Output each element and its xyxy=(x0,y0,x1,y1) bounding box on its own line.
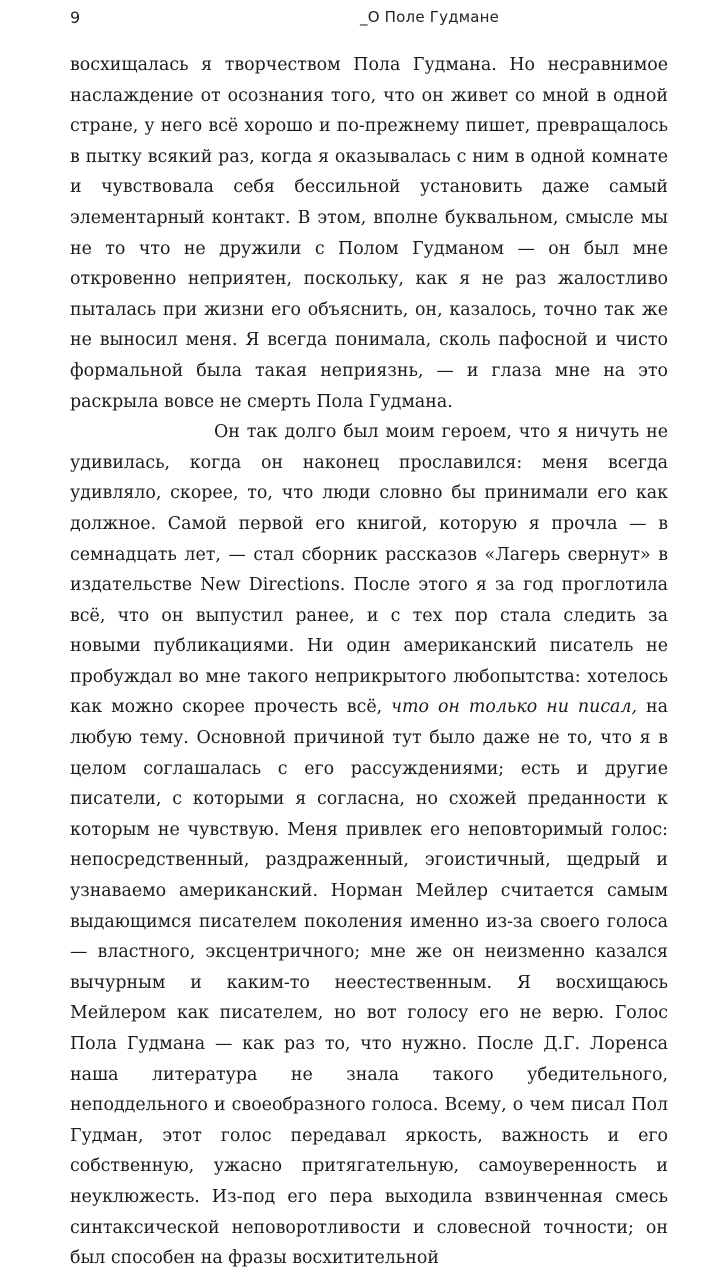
paragraph-2 xyxy=(70,417,668,1274)
paragraph-1: восхищалась я творчеством Пола Гудмана. Но несравнимое наслаждение от осознания того, что он живет со мной в одной стране, у него всё хорошо и по-прежнему пишет, превращалось в пытку всякий раз, когда я оказывалась с ним в одной комнате и чувствовала себя бессильной установить даже самый элементарный контакт. В этом, вполне буквальном, смысле мы не то что не дружили с Полом Гудманом — он был мне откровенно неприятен, поскольку, как я не раз жалостливо пыталась при жизни его объяснить, он, казалось, точно так же не выносил меня. Я всегда понимала, сколь пафосной и чисто формальной была такая неприязнь, — и глаза мне на это раскрыла вовсе не смерть Пола Гудмана. xyxy=(70,55,668,412)
paragraph-2-text-start: Он так долго был моим героем, что я ничуть не удивилась, когда он наконец прославился: меня всегда удивляло, скорее, то, что люди словно бы принимали его как должное. Самой первой его книгой, которую я прочла — в семнадцать лет, — стал сборник рассказов «Лагерь свернут» в издательстве New Directions. После этого я за год проглотила всё, что он выпустил ранее, и с тех пор стала следить за новыми публикациями. Ни один американский писатель не пробуждал во мне такого неприкрытого любопытства: хотелось как можно скорее прочесть всё, xyxy=(70,422,668,718)
page-number: 9 xyxy=(70,8,81,27)
paragraph-2-text-end: на любую тему. Основной причиной тут было даже не то, что я в целом соглашалась с его рассуждениями; есть и другие писатели, с которыми я согласна, но схожей преданности к которым не чувствую. Меня привлек его неповторимый голос: непосредственный, раздраженный, эгоистичный, щедрый и узнаваемо американский. Норман Мейлер считается самым выдающимся писателем поколения именно из-за своего голоса — властного, эксцентричного; мне же он неизменно казался вычурным и каким-то неестественным. Я восхищаюсь Мейлером как писателем, но вот голосу его не верю. Голос Пола Гудмана — как раз то, что нужно. После Д.Г. Лоренса наша литература не знала такого убедительного, неподдельного и своеобразного голоса. Всему, о чем писал Пол Гудман, этот голос передавал яркость, важность и его собственную, ужасно притягательную, самоуверенность и неуклюжесть. Из-под его пера выходила взвинченная смесь синтаксической неповоротливости и словесной точности; он был способен на фразы восхитительной xyxy=(70,697,669,1269)
text-body xyxy=(70,50,668,1274)
chapter-title: _О Поле Гудмане xyxy=(360,8,500,26)
running-head xyxy=(70,6,670,30)
paragraph-2-italic-phrase: что он только ни писал, xyxy=(391,697,638,718)
